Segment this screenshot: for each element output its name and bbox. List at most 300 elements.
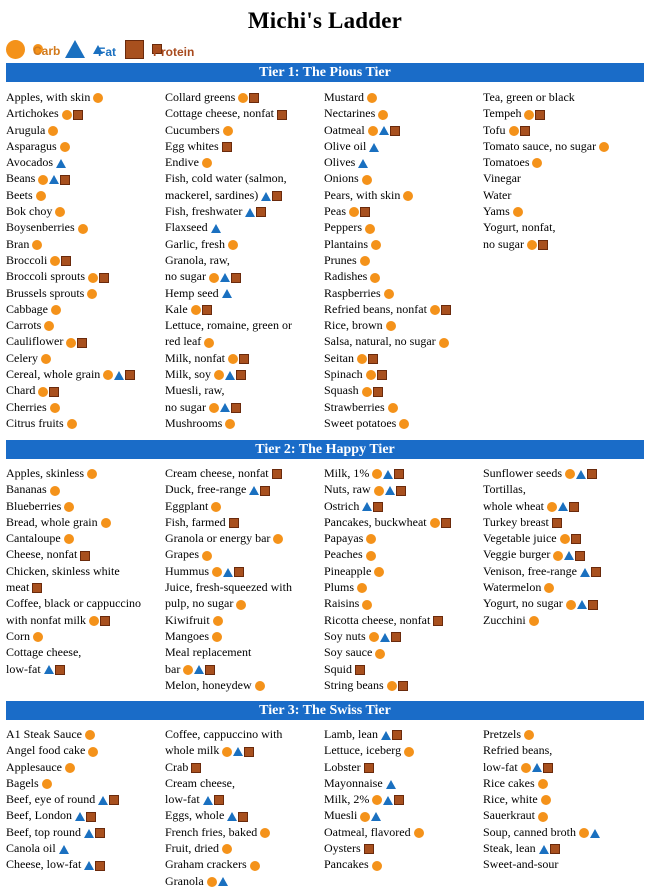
food-item <box>324 742 483 758</box>
fat-icon <box>203 796 213 805</box>
protein-icon <box>364 763 374 773</box>
food-name: Angel food cake <box>6 743 86 758</box>
fat-icon <box>218 877 228 886</box>
food-name: Cucumbers <box>165 122 220 137</box>
food-item <box>6 563 165 579</box>
food-name: Endive <box>165 155 199 170</box>
protein-icon <box>520 126 530 136</box>
food-item <box>6 514 165 530</box>
food-item <box>324 563 483 579</box>
food-item <box>165 415 324 431</box>
food-item <box>165 465 324 481</box>
food-item <box>324 807 483 823</box>
food-name: no sugar <box>165 269 206 284</box>
carb-icon <box>183 665 193 675</box>
fat-icon <box>369 143 379 152</box>
food-name: Citrus fruits <box>6 415 64 430</box>
fat-icon <box>227 812 237 821</box>
food-name: Lobster <box>324 759 361 774</box>
carb-icon <box>565 469 575 479</box>
carb-icon <box>202 551 212 561</box>
food-item <box>324 481 483 497</box>
food-item <box>165 252 324 268</box>
food-item <box>483 595 642 611</box>
carb-icon <box>378 110 388 120</box>
protein-icon <box>238 812 248 822</box>
food-item <box>6 840 165 856</box>
food-item <box>6 481 165 497</box>
food-item <box>165 105 324 121</box>
protein-icon <box>77 338 87 348</box>
carb-icon <box>225 419 235 429</box>
food-name: Lettuce, romaine, green or <box>165 318 292 333</box>
food-name: Vegetable juice <box>483 531 557 546</box>
food-name: Watermelon <box>483 580 542 595</box>
food-item <box>165 595 324 611</box>
food-item <box>165 350 324 366</box>
food-item <box>483 481 642 497</box>
food-item <box>6 498 165 514</box>
carb-icon <box>369 632 379 642</box>
food-name: Veggie burger <box>483 547 551 562</box>
food-item <box>324 595 483 611</box>
food-name: Sauerkraut <box>483 808 535 823</box>
food-name: Pancakes <box>324 857 369 872</box>
carb-icon <box>599 142 609 152</box>
food-name: meat <box>6 580 30 595</box>
carb-icon <box>367 93 377 103</box>
protein-icon <box>244 747 254 757</box>
food-name: Asparagus <box>6 138 57 153</box>
fat-icon <box>580 568 590 577</box>
protein-icon <box>61 256 71 266</box>
food-name: Granola <box>165 873 204 888</box>
food-name: Plantains <box>324 236 368 251</box>
fat-icon <box>362 502 372 511</box>
protein-icon <box>191 763 201 773</box>
food-name: Mustard <box>324 90 364 104</box>
protein-icon <box>587 469 597 479</box>
food-name: Cottage cheese, nonfat <box>165 106 274 121</box>
protein-icon <box>373 502 383 512</box>
carb-icon <box>387 681 397 691</box>
protein-icon <box>571 534 581 544</box>
fat-icon <box>371 812 381 821</box>
carb-icon <box>88 273 98 283</box>
carb-icon <box>255 681 265 691</box>
food-item <box>165 791 324 807</box>
food-item <box>165 481 324 497</box>
food-item <box>6 187 165 203</box>
carb-icon <box>365 224 375 234</box>
protein-icon <box>256 207 266 217</box>
fat-icon <box>84 861 94 870</box>
carb-icon <box>67 419 77 429</box>
fat-icon <box>249 486 259 495</box>
protein-icon <box>222 142 232 152</box>
food-name: Squash <box>324 383 359 398</box>
food-name: Cereal, whole grain <box>6 367 101 382</box>
tier-column <box>483 726 642 889</box>
food-name: Cherries <box>6 399 47 414</box>
food-item <box>483 122 642 138</box>
food-name: low-fat <box>483 759 518 774</box>
protein-icon <box>32 583 42 593</box>
carb-icon <box>399 419 409 429</box>
protein-icon <box>231 403 241 413</box>
food-item <box>483 465 642 481</box>
carb-icon <box>33 632 43 642</box>
carb-icon <box>50 403 60 413</box>
food-name: Bran <box>6 236 30 251</box>
food-name: Salsa, natural, no sugar <box>324 334 436 349</box>
carb-icon <box>60 142 70 152</box>
food-item <box>6 824 165 840</box>
carb-icon <box>50 256 60 266</box>
carb-icon <box>228 354 238 364</box>
food-item <box>324 252 483 268</box>
food-item <box>6 138 165 154</box>
fat-icon <box>379 126 389 135</box>
food-name: Blueberries <box>6 498 62 513</box>
food-name: Mangoes <box>165 628 209 643</box>
carb-icon <box>87 289 97 299</box>
food-item <box>483 514 642 530</box>
fat-icon <box>59 845 69 854</box>
food-name: Oatmeal, flavored <box>324 824 411 839</box>
food-name: Artichokes <box>6 106 59 121</box>
food-item <box>483 219 642 235</box>
legend-label-protein: Protein <box>153 45 195 59</box>
food-item <box>6 628 165 644</box>
food-name: Tomatoes <box>483 155 530 170</box>
food-item <box>324 187 483 203</box>
fat-icon <box>245 208 255 217</box>
food-item <box>6 807 165 823</box>
food-item <box>324 628 483 644</box>
food-item <box>324 122 483 138</box>
food-name: Graham crackers <box>165 857 247 872</box>
food-item <box>483 726 642 742</box>
food-name: Venison, free-range <box>483 563 577 578</box>
carb-icon <box>366 551 376 561</box>
food-item <box>324 382 483 398</box>
food-item <box>6 219 165 235</box>
protein-icon <box>272 191 282 201</box>
food-item <box>165 661 324 677</box>
food-name: Beef, top round <box>6 824 81 839</box>
food-item <box>6 726 165 742</box>
fat-icon <box>84 829 94 838</box>
food-name: Soy sauce <box>324 645 373 660</box>
carb-icon <box>357 354 367 364</box>
carb-icon <box>371 240 381 250</box>
food-name: red leaf <box>165 334 202 349</box>
protein-icon <box>239 354 249 364</box>
legend-label-carb: Carb <box>33 44 61 58</box>
food-item <box>483 546 642 562</box>
food-name: with nonfat milk <box>6 612 86 627</box>
fat-icon <box>222 289 232 298</box>
food-name: Muesli <box>324 808 358 823</box>
legend-item-fat <box>65 40 116 59</box>
food-item <box>6 268 165 284</box>
food-item <box>324 661 483 677</box>
food-item <box>165 759 324 775</box>
carb-icon <box>38 387 48 397</box>
protein-icon <box>214 795 224 805</box>
food-item <box>6 399 165 415</box>
food-item <box>165 203 324 219</box>
food-item <box>483 791 642 807</box>
food-item <box>165 726 324 742</box>
carb-icon <box>42 779 52 789</box>
food-name: Cream cheese, <box>165 775 235 790</box>
carb-icon <box>524 110 534 120</box>
food-name: Hemp seed <box>165 285 219 300</box>
food-item <box>165 317 324 333</box>
fat-icon <box>114 371 124 380</box>
carb-icon <box>357 583 367 593</box>
food-name: Milk, nonfat <box>165 350 225 365</box>
tier-3-list <box>6 726 644 889</box>
food-item <box>165 301 324 317</box>
protein-icon <box>392 730 402 740</box>
carb-icon <box>32 240 42 250</box>
food-item <box>6 252 165 268</box>
food-item <box>483 612 642 628</box>
food-name: Lamb, lean <box>324 727 378 741</box>
food-item <box>483 154 642 170</box>
food-item <box>483 742 642 758</box>
food-item <box>165 236 324 252</box>
food-item <box>324 170 483 186</box>
protein-icon <box>588 600 598 610</box>
food-name: Hummus <box>165 563 210 578</box>
fat-icon <box>233 747 243 756</box>
food-item <box>324 105 483 121</box>
fat-icon <box>383 796 393 805</box>
protein-icon <box>394 795 404 805</box>
protein-icon <box>49 387 59 397</box>
food-item <box>165 187 324 203</box>
carb-icon <box>372 795 382 805</box>
protein-icon <box>125 370 135 380</box>
food-name: Bok choy <box>6 204 53 219</box>
food-item <box>324 465 483 481</box>
food-name: Cottage cheese, <box>6 645 82 660</box>
carb-icon <box>439 338 449 348</box>
protein-icon <box>441 305 451 315</box>
carb-icon <box>362 600 372 610</box>
food-name: Water <box>483 187 512 202</box>
protein-icon <box>234 567 244 577</box>
food-item <box>324 612 483 628</box>
food-item <box>324 333 483 349</box>
food-name: Egg whites <box>165 138 219 153</box>
food-name: Coffee, cappuccino with <box>165 727 283 741</box>
food-name: Granola or energy bar <box>165 531 271 546</box>
food-name: Celery <box>6 350 38 365</box>
carb-icon <box>212 567 222 577</box>
carb-icon <box>366 370 376 380</box>
food-name: Meal replacement <box>165 645 252 660</box>
food-item <box>165 170 324 186</box>
food-name: Radishes <box>324 269 368 284</box>
food-item <box>165 840 324 856</box>
carb-icon <box>521 763 531 773</box>
food-name: Beef, London <box>6 808 72 823</box>
food-item <box>6 170 165 186</box>
food-name: Carrots <box>6 318 42 333</box>
carb-icon <box>430 305 440 315</box>
food-item <box>324 514 483 530</box>
carb-icon <box>553 551 563 561</box>
carb-icon <box>579 828 589 838</box>
food-name: Sunflower seeds <box>483 466 562 480</box>
carb-icon <box>362 175 372 185</box>
food-item <box>483 203 642 219</box>
food-name: Tempeh <box>483 106 522 121</box>
food-item <box>165 268 324 284</box>
food-name: Corn <box>6 628 30 643</box>
food-name: low-fat <box>6 661 41 676</box>
food-name: Canola oil <box>6 841 56 856</box>
legend-label-fat: Fat <box>93 45 103 54</box>
food-item <box>324 791 483 807</box>
food-name: Chard <box>6 383 36 398</box>
food-name: Spinach <box>324 367 363 382</box>
food-item <box>324 301 483 317</box>
food-item <box>165 138 324 154</box>
fat-icon <box>564 551 574 560</box>
protein-icon <box>202 305 212 315</box>
food-name: Rice, brown <box>324 318 383 333</box>
food-name: Sweet-and-sour <box>483 857 559 872</box>
food-name: Pears, with skin <box>324 187 401 202</box>
food-item <box>483 563 642 579</box>
carb-icon <box>372 469 382 479</box>
tier-column <box>483 89 642 431</box>
fat-icon <box>65 40 85 58</box>
food-name: Refried beans, nonfat <box>324 301 427 316</box>
food-item <box>6 644 165 660</box>
food-name: Papayas <box>324 531 364 546</box>
food-item <box>165 824 324 840</box>
tier-column <box>6 89 165 431</box>
food-name: Kale <box>165 301 188 316</box>
food-item <box>324 840 483 856</box>
food-name: Pineapple <box>324 563 372 578</box>
food-name: Eggs, whole <box>165 808 225 823</box>
carb-icon <box>368 126 378 136</box>
carb-icon <box>87 469 97 479</box>
food-name: Oatmeal <box>324 122 365 137</box>
food-item <box>6 415 165 431</box>
carb-icon <box>566 600 576 610</box>
protein-icon <box>543 763 553 773</box>
food-item <box>165 333 324 349</box>
food-name: Beets <box>6 187 33 202</box>
protein-icon <box>205 665 215 675</box>
carb-icon <box>544 583 554 593</box>
food-name: Olive oil <box>324 138 367 153</box>
food-name: Muesli, raw, <box>165 383 225 398</box>
food-item <box>165 382 324 398</box>
protein-icon <box>591 567 601 577</box>
food-name: String beans <box>324 677 384 692</box>
carb-icon <box>362 387 372 397</box>
carb-icon <box>36 191 46 201</box>
food-name: Juice, fresh-squeezed with <box>165 580 292 595</box>
food-item <box>324 399 483 415</box>
protein-icon <box>249 93 259 103</box>
food-item <box>483 856 642 872</box>
carb-icon <box>529 616 539 626</box>
food-name: Beans <box>6 171 36 186</box>
protein-icon <box>277 110 287 120</box>
protein-icon <box>575 551 585 561</box>
food-name: Bananas <box>6 482 47 497</box>
tier-column <box>6 465 165 693</box>
carb-icon <box>209 403 219 413</box>
food-item <box>324 856 483 872</box>
food-name: Raspberries <box>324 285 381 300</box>
fat-icon <box>225 371 235 380</box>
food-item <box>324 677 483 693</box>
food-item <box>165 775 324 791</box>
food-name: Fish, cold water (salmon, <box>165 171 287 186</box>
food-item <box>165 366 324 382</box>
food-item <box>324 644 483 660</box>
food-item <box>324 759 483 775</box>
protein-icon <box>391 632 401 642</box>
tier-2-list <box>6 465 644 693</box>
food-item <box>6 742 165 758</box>
food-item <box>324 154 483 170</box>
food-item <box>165 579 324 595</box>
protein-icon <box>73 110 83 120</box>
fat-icon <box>381 731 391 740</box>
food-item <box>483 105 642 121</box>
food-name: Chicken, skinless white <box>6 563 120 578</box>
fat-icon <box>380 633 390 642</box>
food-item <box>6 775 165 791</box>
food-item <box>324 415 483 431</box>
food-item <box>6 759 165 775</box>
food-name: Cantaloupe <box>6 531 61 546</box>
food-item <box>483 530 642 546</box>
carb-icon <box>547 502 557 512</box>
food-item <box>165 285 324 301</box>
protein-icon <box>236 370 246 380</box>
food-name: Fruit, dried <box>165 841 219 856</box>
tier-column <box>324 726 483 889</box>
tier-column <box>165 89 324 431</box>
carb-icon <box>66 338 76 348</box>
food-name: Eggplant <box>165 498 209 513</box>
fat-icon <box>75 812 85 821</box>
carb-icon <box>228 240 238 250</box>
carb-icon <box>538 812 548 822</box>
fat-icon <box>194 665 204 674</box>
protein-icon <box>394 469 404 479</box>
tier-3-heading: Tier 3: The Swiss Tier <box>6 701 644 720</box>
food-name: Rice cakes <box>483 775 535 790</box>
carb-icon <box>260 828 270 838</box>
carb-icon <box>236 600 246 610</box>
food-item <box>324 530 483 546</box>
